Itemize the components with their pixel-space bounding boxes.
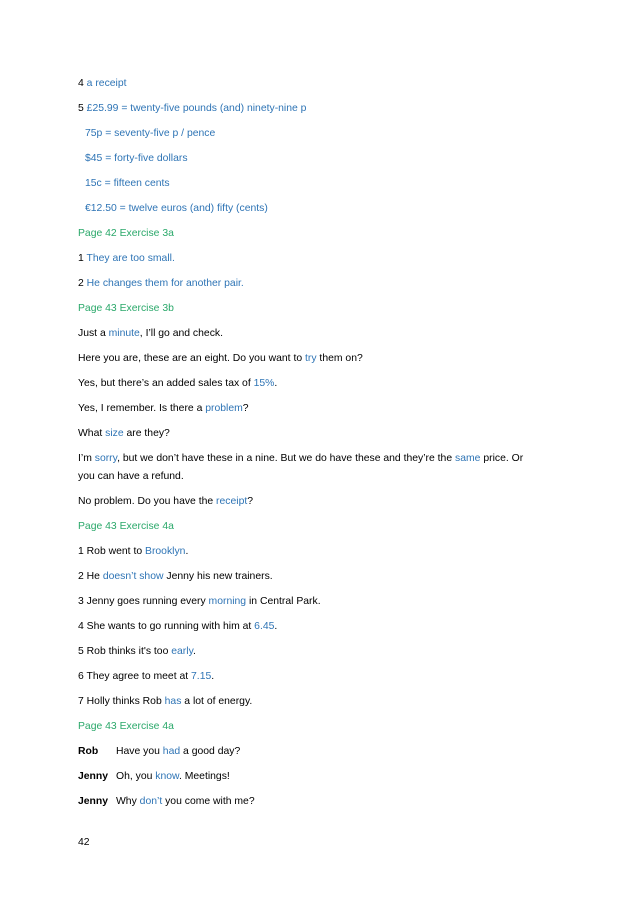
answer-text: 15c = fifteen cents	[85, 178, 170, 189]
text-line	[78, 252, 175, 266]
answer-text: €12.50 = twelve euros (and) fifty (cents)	[85, 203, 268, 214]
answer-text: $45 = forty-five dollars	[85, 153, 188, 164]
answer-text: sorry	[94, 453, 118, 464]
line-text: . Meetings!	[178, 771, 230, 782]
text-line	[78, 402, 249, 416]
line-text: 4	[78, 78, 87, 89]
text-line	[78, 377, 277, 391]
text-line	[78, 670, 214, 684]
line-text: No problem. Do you have the	[78, 496, 217, 507]
answer-text: same	[455, 453, 481, 464]
answer-text: receipt	[216, 496, 248, 507]
text-line	[78, 695, 252, 709]
line-text: , but we don’t have these in a nine. But we do have these and they’re the	[117, 453, 456, 464]
line-text: you can have a refund.	[78, 471, 184, 482]
line-text: a good day?	[180, 746, 241, 757]
answer-text: morning	[208, 596, 247, 607]
line-text: ?	[247, 496, 254, 507]
line-text: a lot of energy.	[181, 696, 253, 707]
text-line	[78, 102, 306, 116]
text-line	[78, 545, 188, 559]
answer-text: 7.15	[191, 671, 212, 682]
line-text: Why	[116, 796, 140, 807]
answer-text: doesn’t show	[102, 571, 164, 582]
answer-text: problem	[205, 403, 243, 414]
line-text: 4 She wants to go running with him at	[78, 621, 255, 632]
line-text: 2	[78, 278, 87, 289]
line-text: ?	[242, 403, 249, 414]
line-text: .	[193, 646, 196, 657]
line-text: 5	[78, 103, 87, 114]
text-line	[78, 645, 196, 659]
answer-text: had	[162, 746, 181, 757]
text-line	[85, 177, 170, 191]
answer-text: has	[164, 696, 182, 707]
text-line	[78, 795, 255, 809]
text-line	[78, 770, 230, 784]
text-line	[78, 720, 174, 734]
answer-text: Page 43 Exercise 4a	[78, 521, 174, 532]
answer-text: minute	[108, 328, 140, 339]
line-text: Have you	[116, 746, 163, 757]
line-text: you come with me?	[162, 796, 255, 807]
line-text: 5 Rob thinks it's too	[78, 646, 172, 657]
speaker-name: Jenny	[78, 771, 109, 782]
line-text: 7 Holly thinks Rob	[78, 696, 165, 707]
text-line	[78, 495, 253, 509]
text-line	[85, 127, 215, 141]
answer-text: know	[155, 771, 179, 782]
text-line	[78, 77, 127, 91]
answer-text: 15%	[253, 378, 275, 389]
text-line	[78, 470, 184, 484]
text-line	[78, 327, 223, 341]
text-line	[78, 302, 174, 316]
line-text: 6 They agree to meet at	[78, 671, 192, 682]
line-text: I’m	[78, 453, 95, 464]
line-text: What	[78, 428, 106, 439]
answer-text: a receipt	[86, 78, 127, 89]
line-text: Here you are, these are an eight. Do you want to	[78, 353, 305, 364]
line-text: .	[211, 671, 215, 682]
text-line	[78, 745, 240, 759]
line-text: .	[274, 378, 278, 389]
line-text: .	[274, 621, 278, 632]
text-line	[78, 520, 174, 534]
text-line	[78, 620, 277, 634]
line-text: 1 Rob went to	[78, 546, 146, 557]
speaker-name: Jenny	[78, 796, 109, 807]
answer-text: Brooklyn	[145, 546, 186, 557]
line-text: 1	[78, 253, 87, 264]
text-line	[78, 227, 174, 241]
text-line	[78, 452, 523, 466]
answer-text: early	[171, 646, 193, 657]
line-text: 2 He	[78, 571, 103, 582]
answer-text: Page 43 Exercise 4a	[78, 721, 174, 732]
line-text: them on?	[316, 353, 363, 364]
speaker-name: Rob	[78, 746, 99, 757]
answer-text: Page 43 Exercise 3b	[78, 303, 174, 314]
text-line	[78, 277, 244, 291]
answer-text: try	[305, 353, 317, 364]
line-text: Just a	[78, 328, 109, 339]
text-line	[78, 352, 363, 366]
answer-text: 6.45	[254, 621, 275, 632]
line-text: Jenny his new trainers.	[163, 571, 273, 582]
text-line	[78, 427, 170, 441]
line-text: price. Or	[480, 453, 524, 464]
answer-text: Page 42 Exercise 3a	[78, 228, 174, 239]
line-text: , I’ll go and check.	[139, 328, 223, 339]
line-text: 3 Jenny goes running every	[78, 596, 209, 607]
answer-text: size	[105, 428, 124, 439]
line-text: are they?	[123, 428, 170, 439]
text-line	[85, 152, 188, 166]
page-number: 42	[78, 837, 90, 848]
answer-text: £25.99 = twenty-five pounds (and) ninety-nine p	[86, 103, 307, 114]
line-text: Yes, I remember. Is there a	[78, 403, 206, 414]
answer-text: 75p = seventy-five p / pence	[85, 128, 216, 139]
answer-text: They are too small.	[86, 253, 175, 264]
line-text: in Central Park.	[246, 596, 321, 607]
text-line	[78, 570, 273, 584]
text-line	[78, 595, 321, 609]
line-text: .	[185, 546, 189, 557]
line-text: Oh, you	[116, 771, 156, 782]
text-line	[85, 202, 268, 216]
line-text: Yes, but there’s an added sales tax of	[78, 378, 254, 389]
answer-text: don’t	[139, 796, 163, 807]
answer-text: He changes them for another pair.	[86, 278, 244, 289]
